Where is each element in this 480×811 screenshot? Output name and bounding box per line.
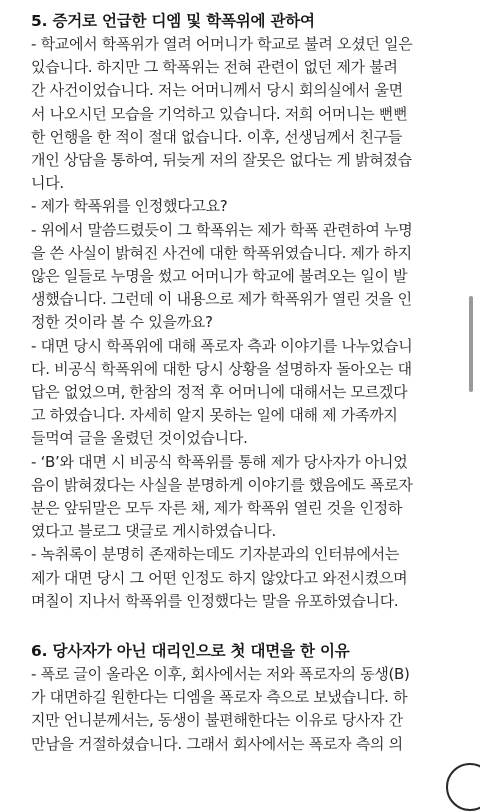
text-line: 있습니다. 하지만 그 학폭위는 전혀 관련이 없던 제가 불려: [31, 58, 398, 77]
section-heading: 6. 당사자가 아닌 대리인으로 첫 대면을 한 이유: [31, 642, 350, 661]
text-line: 다. 비공식 학폭위에 대한 당시 상황을 설명하자 돌아오는 대: [31, 359, 412, 378]
text-line: 분은 앞뒤말은 모두 자른 채, 제가 학폭위 열린 것을 인정하: [31, 499, 403, 518]
section-spacer: [31, 613, 471, 639]
text-line: 을 쓴 사실이 밝혀진 사건에 대한 학폭위였습니다. 제가 하지: [31, 243, 412, 262]
text-line: 며칠이 지나서 학폭위를 인정했다는 말을 유포하였습니다.: [31, 591, 399, 610]
text-line: 답은 없었으며, 한참의 정적 후 어머니에 대해서는 모르겠다: [31, 383, 408, 402]
floating-action-button[interactable]: [446, 763, 480, 811]
text-line: - 학교에서 학폭위가 열려 어머니가 학교로 불려 오셨던 일은: [31, 35, 413, 53]
text-line: 간 사건이었습니다. 저는 어머니께서 당시 회의실에서 울면: [31, 81, 403, 100]
text-line: 니다.: [31, 174, 64, 193]
text-line: 들먹여 글을 올렸던 것이었습니다.: [31, 429, 248, 448]
text-line: - 대면 당시 학폭위에 대해 폭로자 측과 이야기를 나누었습니: [31, 336, 413, 355]
text-line: 가 대면하길 원한다는 디엠을 폭로자 측으로 보냈습니다. 하: [31, 688, 408, 707]
text-line: - 위에서 말씀드렸듯이 그 학폭위는 제가 학폭 관련하여 누명: [31, 220, 413, 239]
text-line: 였다고 블로그 댓글로 게시하였습니다.: [31, 522, 276, 541]
text-line: 한 언행을 한 적이 절대 없습니다. 이후, 선생님께서 친구들: [31, 127, 403, 146]
text-line: 정한 것이라 볼 수 있을까요?: [31, 313, 213, 332]
text-line: 제가 대면 당시 그 어떤 인정도 하지 않았다고 와전시켰으며: [31, 568, 408, 587]
text-line: 지만 언니분께서는, 동생이 불편해한다는 이유로 당사자 간: [31, 711, 403, 730]
text-line: - ‘B’와 대면 시 비공식 학폭위를 통해 제가 당사자가 아니었: [31, 452, 408, 471]
section-heading: 5. 증거로 언급한 디엠 및 학폭위에 관하여: [31, 12, 315, 30]
text-line: 서 나오시던 모습을 기억하고 있습니다. 저희 어머니는 뻔뻔: [31, 104, 408, 123]
text-line: 만남을 거절하셨습니다. 그래서 회사에서는 폭로자 측의 의: [31, 734, 403, 753]
text-line: 음이 밝혀졌다는 사실을 분명하게 이야기를 했음에도 폭로자: [31, 475, 413, 494]
text-line: 생했습니다. 그런데 이 내용으로 제가 학폭위가 열린 것을 인: [31, 290, 412, 309]
section-5: [31, 0, 471, 613]
section-6: [31, 639, 471, 756]
text-line: - 폭로 글이 올라온 이후, 회사에서는 저와 폭로자의 동생(B): [31, 665, 410, 684]
scrollbar-thumb[interactable]: [469, 296, 473, 392]
text-line: 개인 상담을 통하여, 뒤늦게 저의 잘못은 없다는 게 밝혀졌습: [31, 151, 412, 170]
text-line: 고 하였습니다. 자세히 알지 못하는 일에 대해 제 가족까지: [31, 406, 398, 425]
text-line: - 녹취록이 분명히 존재하는데도 기자분과의 인터뷰에서는: [31, 545, 400, 564]
document-body: [31, 0, 471, 756]
text-line: - 제가 학폭위를 인정했다고요?: [31, 197, 228, 216]
text-line: 않은 일들로 누명을 썼고 어머니가 학교에 불려오는 일이 발: [31, 267, 408, 286]
